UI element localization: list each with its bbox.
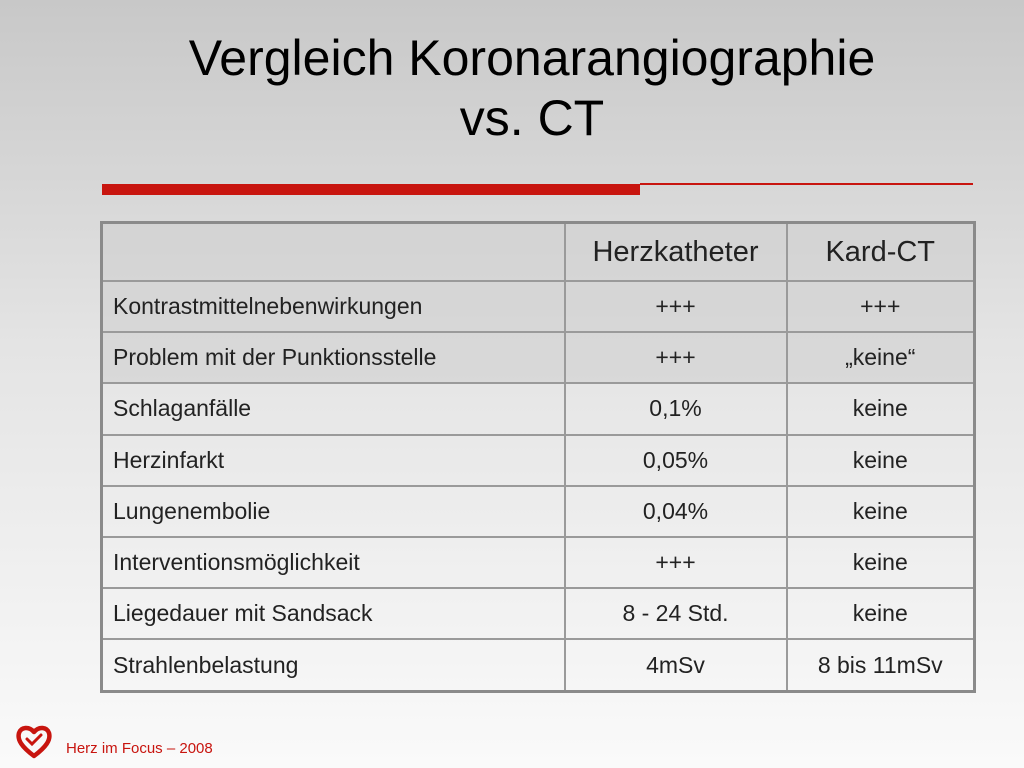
table-cell: keine <box>787 435 975 486</box>
row-label: Problem mit der Punktionsstelle <box>102 332 565 383</box>
table-cell: +++ <box>787 281 975 332</box>
table-cell: 0,05% <box>565 435 787 486</box>
row-label: Interventionsmöglichkeit <box>102 537 565 588</box>
table-header-row <box>102 223 975 282</box>
table-cell: +++ <box>565 281 787 332</box>
slide-title-line-2: vs. CT <box>459 90 605 146</box>
row-label: Herzinfarkt <box>102 435 565 486</box>
footer <box>16 722 213 762</box>
comparison-table <box>100 221 976 693</box>
table-header-cell <box>102 223 565 282</box>
table-row <box>102 435 975 486</box>
table-cell: 0,1% <box>565 383 787 434</box>
table-cell: 8 - 24 Std. <box>565 588 787 639</box>
table-cell: keine <box>787 486 975 537</box>
slide-title-line-1: Vergleich Koronarangiographie <box>188 30 876 86</box>
table-row <box>102 639 975 691</box>
table-row <box>102 588 975 639</box>
table-row <box>102 537 975 588</box>
footer-text: Herz im Focus – 2008 <box>66 739 213 757</box>
table-cell: keine <box>787 588 975 639</box>
table-cell: 4mSv <box>565 639 787 691</box>
table-row <box>102 486 975 537</box>
table-header-cell: Herzkatheter <box>565 223 787 282</box>
table-row <box>102 332 975 383</box>
table-row <box>102 383 975 434</box>
table-cell: 0,04% <box>565 486 787 537</box>
table-cell: 8 bis 11mSv <box>787 639 975 691</box>
slide-title <box>0 28 1024 148</box>
table-row <box>102 281 975 332</box>
table-header-cell: Kard-CT <box>787 223 975 282</box>
table-cell: keine <box>787 383 975 434</box>
table-cell: keine <box>787 537 975 588</box>
row-label: Liegedauer mit Sandsack <box>102 588 565 639</box>
row-label: Strahlenbelastung <box>102 639 565 691</box>
title-underline-thin <box>640 183 973 185</box>
title-underline-thick <box>102 184 640 195</box>
heart-logo-icon <box>16 725 52 759</box>
table-cell: +++ <box>565 332 787 383</box>
table-cell: +++ <box>565 537 787 588</box>
row-label: Schlaganfälle <box>102 383 565 434</box>
row-label: Kontrastmittelnebenwirkungen <box>102 281 565 332</box>
row-label: Lungenembolie <box>102 486 565 537</box>
table-cell: „keine“ <box>787 332 975 383</box>
